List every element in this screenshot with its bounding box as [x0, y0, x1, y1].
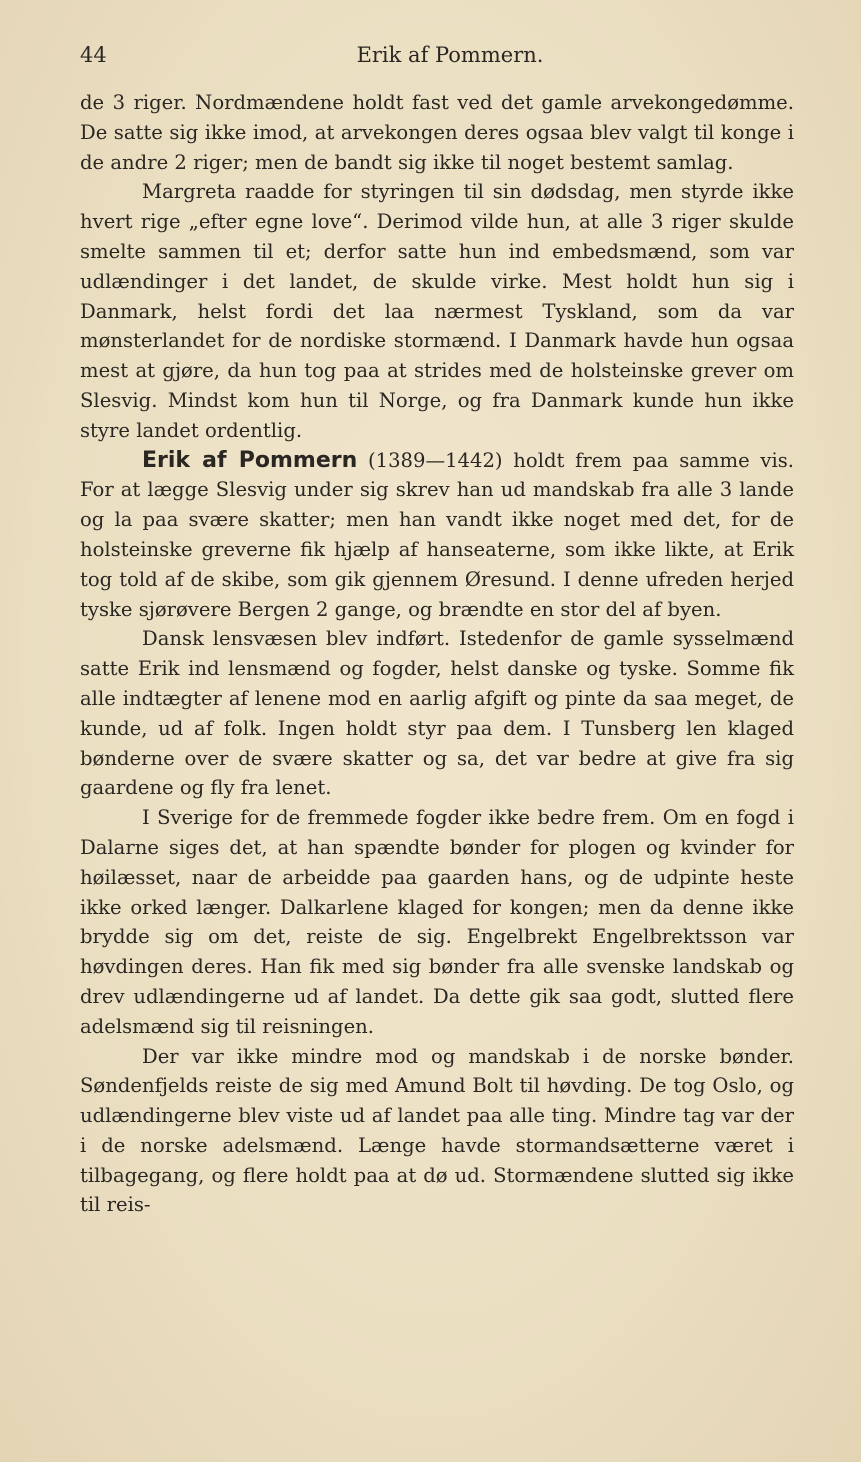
running-title: Erik af Pommern. — [356, 43, 544, 67]
section-heading-erik-af-pommern: Erik af Pommern — [142, 447, 358, 473]
paragraph-1 — [80, 88, 794, 177]
body-text — [80, 88, 794, 1220]
paragraph-4-text: Dansk lensvæsen blev indført. Istedenfor de gamle sysselmænd satte Erik ind lensmænd og fogder, helst danske og tyske. Somme fik alle indtægter af lenene mod en aarlig afgift og pinte da saa meget, de kunde, ud af folk. Ingen holdt styr paa dem. I Tunsberg len klaged bønderne over de svære skatter og sa, det var bedre at give fra sig gaardene og fly fra lenet. — [80, 627, 794, 800]
paragraph-3-text: (1389—1442) holdt frem paa samme vis. For at lægge Slesvig under sig skrev han ud mandskab fra alle 3 lande og la paa svære skatter; men han vandt ikke noget med det, for de holsteinske greverne fik hjælp af hanseaterne, som ikke likte, at Erik tog told af de skibe, som gik gjennem Øresund. I denne ufreden herjed tyske sjørøvere Bergen 2 gange, og brændte en stor del af byen. — [80, 448, 795, 621]
page-header — [80, 40, 800, 70]
paragraph-3 — [80, 446, 794, 625]
paragraph-2 — [80, 177, 794, 445]
paragraph-5 — [80, 803, 794, 1041]
paragraph-4 — [80, 624, 794, 803]
paragraph-6-text: Der var ikke mindre mod og mandskab i de norske bønder. Søndenfjelds reiste de sig med Amund Bolt til høvding. De tog Oslo, og udlændingerne blev viste ud af landet paa alle ting. Mindre tag var der i de norske adelsmænd. Længe havde stormandsætterne været i tilbagegang, og flere holdt paa at dø ud. Stormændene slutted sig ikke til reis- — [80, 1044, 794, 1217]
page-number: 44 — [80, 43, 107, 67]
paragraph-1-text: de 3 riger. Nordmændene holdt fast ved det gamle arvekongedømme. De satte sig ikke imod, at arvekongen deres ogsaa blev valgt til konge i de andre 2 riger; men de bandt sig ikke til noget bestemt samlag. — [80, 91, 794, 174]
paragraph-6 — [80, 1042, 794, 1221]
paragraph-5-text: I Sverige for de fremmede fogder ikke bedre frem. Om en fogd i Dalarne siges det, at han spændte bønder for plogen og kvinder for høilæsset, naar de arbeidde paa gaarden hans, og de udpinte heste ikke orked længer. Dalkarlene klaged for kongen; men da denne ikke brydde sig om det, reiste de sig. Engelbrekt Engelbrektsson var høvdingen deres. Han fik med sig bønder fra alle svenske landskab og drev udlændingerne ud af landet. Da dette gik saa godt, slutted flere adelsmænd sig til reisningen. — [80, 806, 794, 1038]
paragraph-2-text: Margreta raadde for styringen til sin dødsdag, men styrde ikke hvert rige „efter egne love“. Derimod vilde hun, at alle 3 riger skulde smelte sammen til et; derfor satte hun ind embedsmænd, som var udlændinger i det landet, de skulde virke. Mest holdt hun sig i Danmark, helst fordi det laa nærmest Tyskland, som da var mønsterlandet for de nordiske stormænd. I Danmark havde hun ogsaa mest at gjøre, da hun tog paa at strides med de holsteinske grever om Slesvig. Mindst kom hun til Norge, og fra Danmark kunde hun ikke styre landet ordentlig. — [80, 180, 794, 442]
